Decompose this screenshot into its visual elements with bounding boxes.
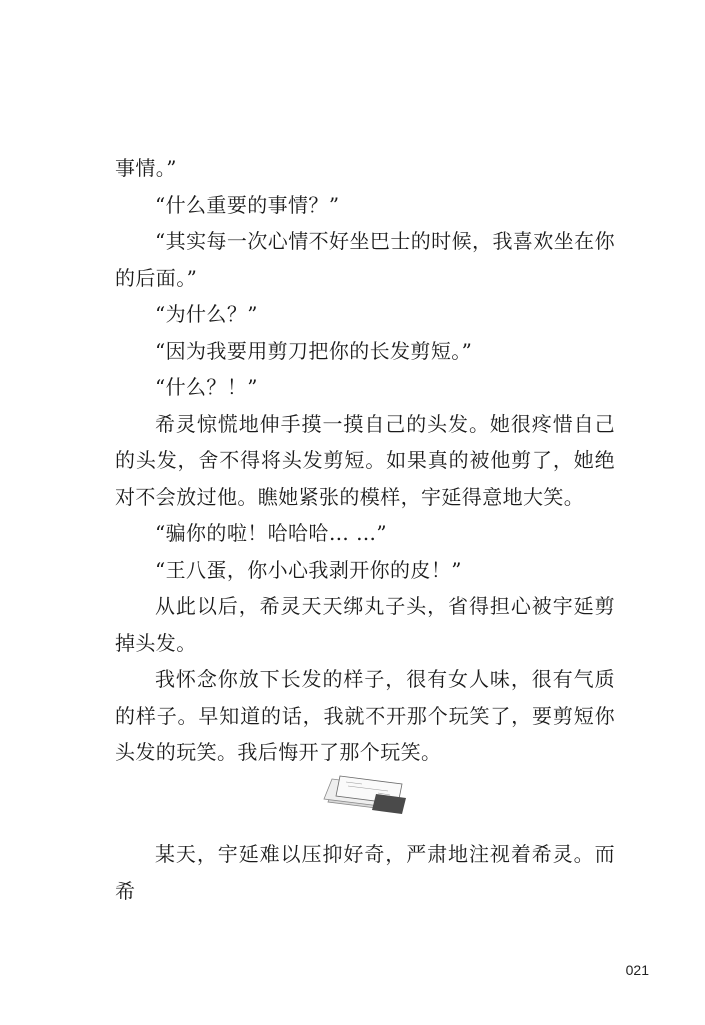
paragraph-3: “其实每一次心情不好坐巴士的时候，我喜欢坐在你的后面。” bbox=[115, 229, 615, 290]
paragraph-1: 事情。” bbox=[115, 156, 177, 180]
paragraph-6: “什么？！” bbox=[155, 375, 258, 399]
paragraph-2: “什么重要的事情？” bbox=[155, 192, 340, 217]
paragraph-12: 某天，宇延难以压抑好奇，严肃地注视着希灵。而希 bbox=[115, 842, 615, 903]
body-text bbox=[115, 150, 615, 771]
paragraph-5: “因为我要用剪刀把你的长发剪短。” bbox=[155, 338, 473, 363]
paragraph-8: “骗你的啦！哈哈哈… …” bbox=[155, 521, 388, 545]
body-text-continued bbox=[115, 836, 615, 909]
paragraph-9: “王八蛋，你小心我剥开你的皮！” bbox=[155, 557, 462, 582]
stacked-letter-cards-icon bbox=[318, 770, 408, 820]
page-number: 021 bbox=[625, 962, 649, 978]
paragraph-7: 希灵惊慌地伸手摸一摸自己的头发。她很疼惜自己的头发，舍不得将头发剪短。如果真的被他剪了，她绝对不会放过他。瞧她紧张的模样，宇延得意地大笑。 bbox=[115, 411, 615, 509]
paragraph-11: 我怀念你放下长发的样子，很有女人味，很有气质的样子。早知道的话，我就不开那个玩笑了，要剪短你头发的玩笑。我后悔开了那个玩笑。 bbox=[115, 667, 615, 764]
paragraph-4: “为什么？” bbox=[155, 302, 258, 326]
paragraph-10: 从此以后，希灵天天绑丸子头，省得担心被宇延剪掉头发。 bbox=[115, 594, 615, 655]
